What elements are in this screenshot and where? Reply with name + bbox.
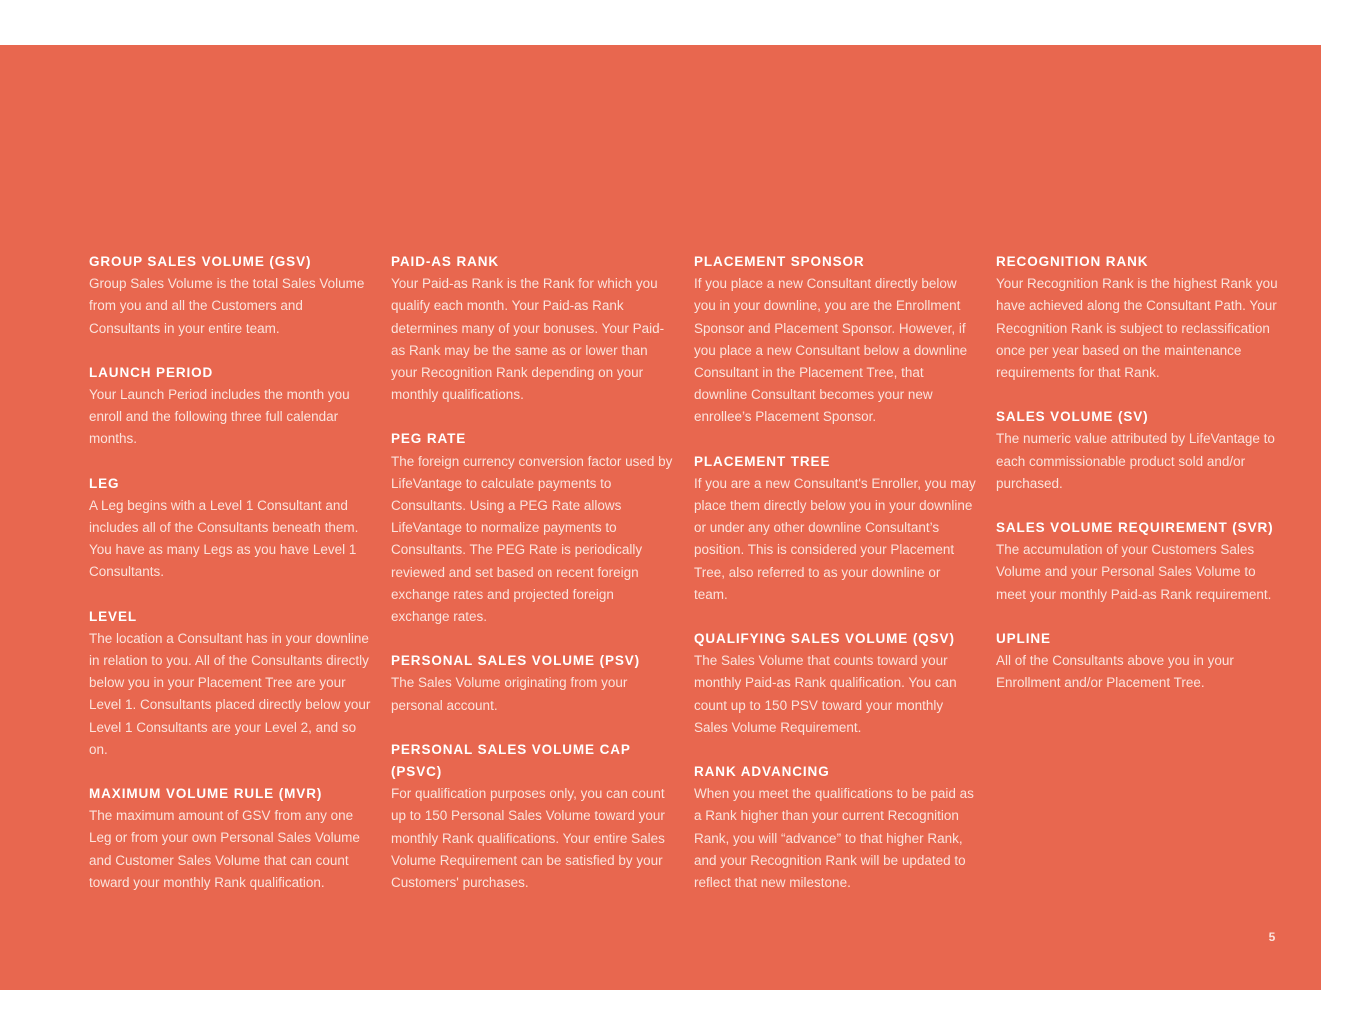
term-heading: GROUP SALES VOLUME (GSV)	[89, 254, 312, 269]
term-definition: The Sales Volume that counts toward your monthly Paid-as Rank qualification. You can count up to 150 PSV toward your monthly Sales Volume Requirement.	[694, 653, 957, 735]
glossary-entry-mvr	[89, 783, 371, 894]
term-heading: LEG	[89, 475, 120, 491]
term-heading: SALES VOLUME (SV)	[996, 409, 1149, 425]
term-definition: If you place a new Consultant directly below you in your downline, you are the Enrollment Sponsor and Placement Sponsor. However, if you place a new Consultant below a downline Consultant in the Placement Tree, that downline Consultant becomes your new enrollee’s Placement Sponsor.	[694, 276, 968, 425]
term-heading: LAUNCH PERIOD	[89, 364, 214, 380]
term-definition: The accumulation of your Customers Sales Volume and your Personal Sales Volume to meet your monthly Paid-as Rank requirement.	[996, 542, 1272, 602]
glossary-entry-paid-as-rank	[391, 251, 673, 406]
glossary-entry-gsv	[89, 251, 371, 340]
glossary-page	[0, 45, 1321, 990]
term-definition: A Leg begins with a Level 1 Consultant and includes all of the Consultants beneath them. You have as many Legs as you have Level 1 Consultants.	[89, 497, 359, 580]
term-definition: Group Sales Volume is the total Sales Volume from you and all the Customers and Consultants in your entire team.	[89, 276, 365, 336]
glossary-entry-placement-tree	[694, 451, 976, 606]
glossary-entry-leg	[89, 473, 371, 584]
term-definition: The numeric value attributed by LifeVantage to each commissionable product sold and/or purchased.	[996, 431, 1275, 491]
page-number: 5	[1268, 930, 1276, 944]
glossary-column-4	[996, 251, 1278, 716]
term-definition: For qualification purposes only, you can count up to 150 Personal Sales Volume toward your monthly Rank qualifications. Your entire Sales Volume Requirement can be satisfied by your Customers' purchases.	[391, 786, 665, 891]
glossary-entry-rank-advancing	[694, 761, 976, 894]
term-definition: The Sales Volume originating from your personal account.	[391, 675, 628, 713]
term-heading: PAID-AS RANK	[391, 254, 500, 269]
term-definition: The foreign currency conversion factor used by LifeVantage to calculate payments to Consultants. Using a PEG Rate allows LifeVantage to normalize payments to Consultants. The PEG Rate is periodically reviewed and set based on recent foreign exchange rates and projected foreign exchange rates.	[391, 453, 673, 625]
term-definition: The maximum amount of GSV from any one Leg or from your own Personal Sales Volume and Customer Sales Volume that can count toward your monthly Rank qualification.	[89, 808, 360, 890]
term-heading: SALES VOLUME REQUIREMENT (SVR)	[996, 520, 1274, 536]
glossary-entry-svr	[996, 517, 1278, 606]
term-heading: PEG RATE	[391, 431, 467, 447]
term-heading: PLACEMENT SPONSOR	[694, 254, 865, 269]
term-definition: Your Launch Period includes the month you enroll and the following three full calendar months.	[89, 387, 350, 447]
term-definition: The location a Consultant has in your downline in relation to you. All of the Consultants directly below you in your Placement Tree are your Level 1. Consultants placed directly below your Level 1 Consultants are your Level 2, and so on.	[89, 630, 371, 757]
glossary-column-2	[391, 251, 673, 916]
term-heading: UPLINE	[996, 630, 1051, 646]
term-heading: MAXIMUM VOLUME RULE (MVR)	[89, 786, 323, 802]
term-heading: PERSONAL SALES VOLUME (PSV)	[391, 653, 641, 669]
term-heading: PLACEMENT TREE	[694, 453, 831, 469]
term-definition: All of the Consultants above you in your Enrollment and/or Placement Tree.	[996, 653, 1234, 691]
glossary-column-3	[694, 251, 976, 916]
term-heading: LEVEL	[89, 608, 138, 624]
term-heading: PERSONAL SALES VOLUME CAP (PSVC)	[391, 741, 631, 780]
glossary-entry-level	[89, 606, 371, 761]
glossary-entry-qsv	[694, 628, 976, 739]
glossary-entry-sv	[996, 406, 1278, 495]
glossary-entry-placement-sponsor	[694, 251, 976, 429]
glossary-column-1	[89, 251, 371, 916]
term-heading: RECOGNITION RANK	[996, 254, 1149, 269]
glossary-entry-peg-rate	[391, 428, 673, 628]
term-heading: RANK ADVANCING	[694, 764, 830, 780]
term-definition: Your Recognition Rank is the highest Rank you have achieved along the Consultant Path. Your Recognition Rank is subject to reclassification once per year based on the maintenance requirements for that Rank.	[996, 276, 1278, 381]
glossary-entry-upline	[996, 628, 1278, 695]
glossary-entry-launch-period	[89, 362, 371, 451]
term-definition: If you are a new Consultant's Enroller, you may place them directly below you in your downline or under any other downline Consultant’s position. This is considered your Placement Tree, also referred to as your downline or team.	[694, 475, 976, 602]
term-definition: When you meet the qualifications to be paid as a Rank higher than your current Recognition Rank, you will “advance” to that higher Rank, and your Recognition Rank will be updated to reflect that new milestone.	[694, 786, 974, 891]
glossary-entry-psvc	[391, 739, 673, 894]
term-definition: Your Paid-as Rank is the Rank for which you qualify each month. Your Paid-as Rank determines many of your bonuses. Your Paid-as Rank may be the same as or lower than your Recognition Rank depending on your monthly qualifications.	[391, 276, 665, 403]
glossary-entry-recognition-rank	[996, 251, 1278, 384]
glossary-entry-psv	[391, 650, 673, 717]
term-heading: QUALIFYING SALES VOLUME (QSV)	[694, 631, 955, 647]
